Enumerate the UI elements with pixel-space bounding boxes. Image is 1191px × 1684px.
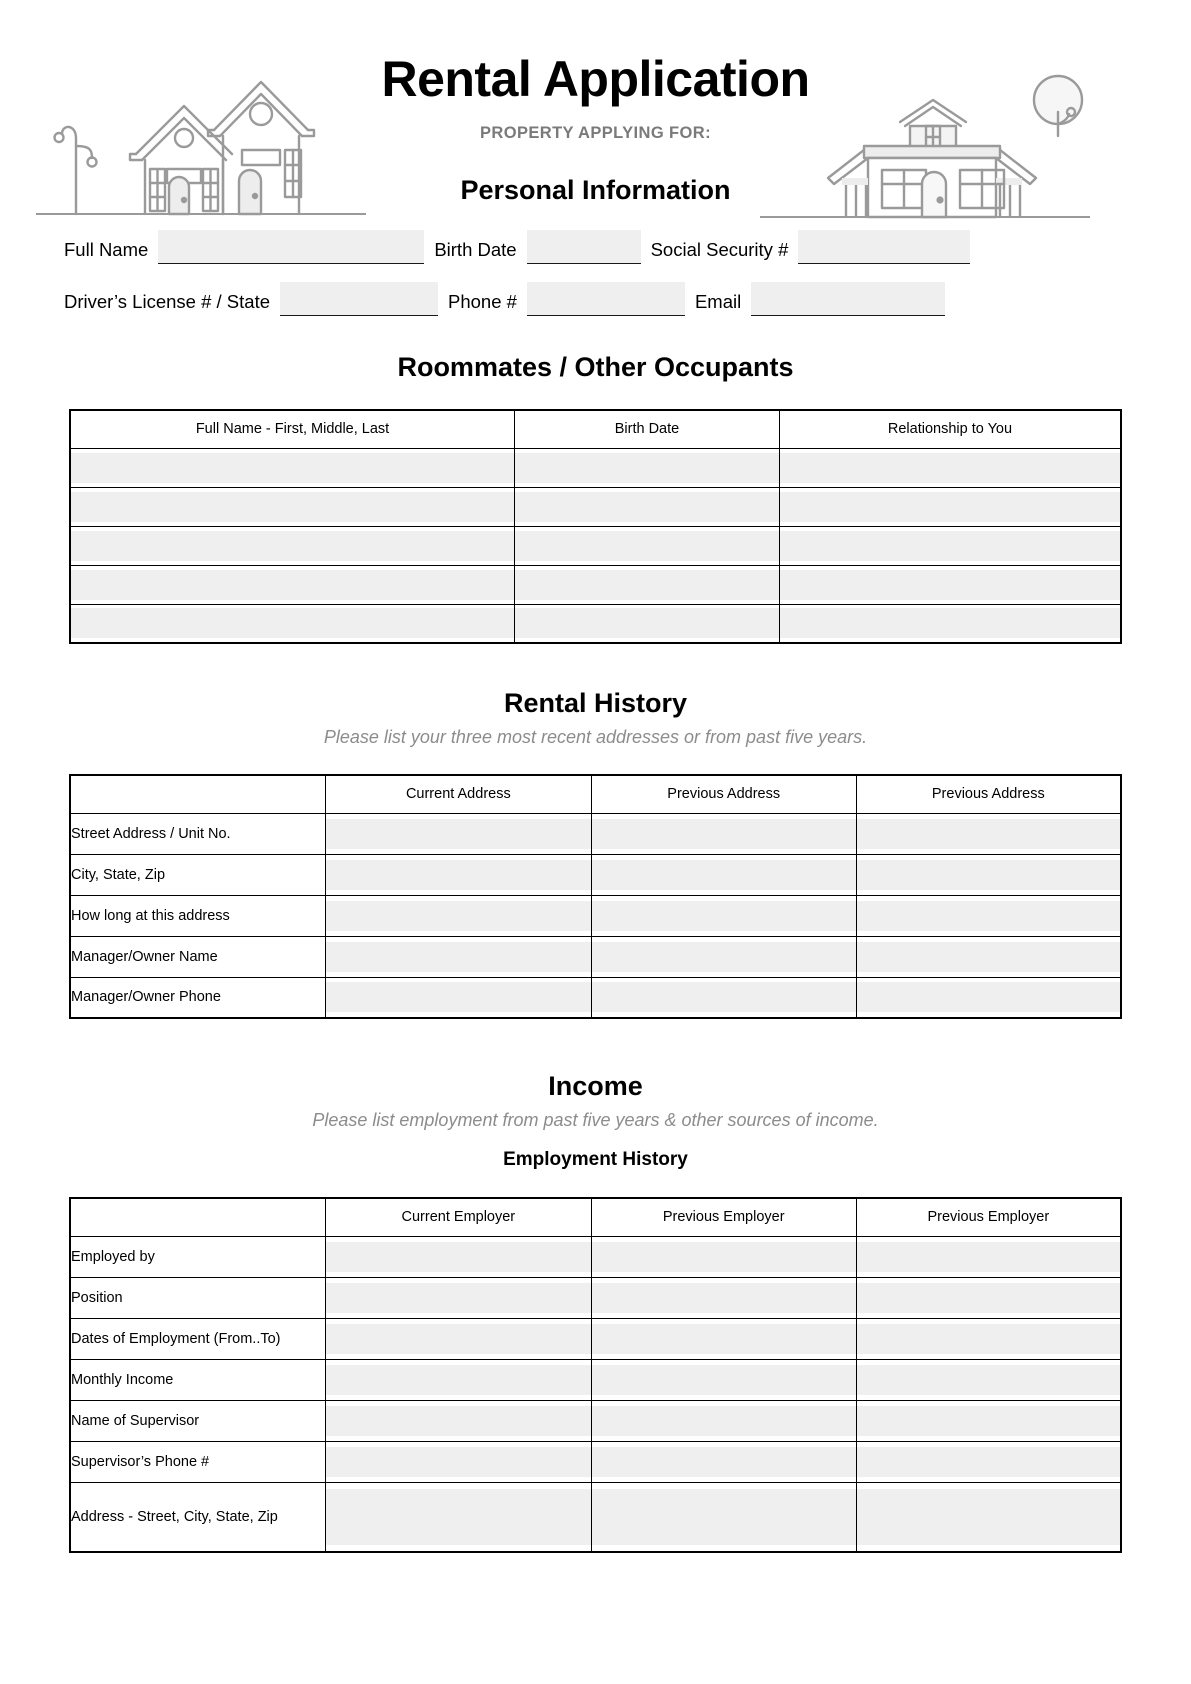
personal-information-heading: Personal Information (460, 175, 731, 205)
employment-supervisor-phone-current-input[interactable] (326, 1447, 591, 1477)
page-header (0, 0, 1191, 222)
roommate-2-birthdate-cell[interactable] (515, 487, 780, 526)
rental-history-manager-name-prev1-input[interactable] (592, 942, 856, 972)
roommate-5-relationship-cell[interactable] (779, 604, 1121, 643)
roommate-1-fullname-cell[interactable] (70, 448, 515, 487)
employment-employed-by-current-cell[interactable] (325, 1236, 591, 1277)
income-heading: Income (548, 1071, 643, 1101)
table-row (70, 1482, 1121, 1552)
rental-history-manager-phone-prev2-input[interactable] (857, 982, 1120, 1012)
rental-history-street-prev1-input[interactable] (592, 819, 856, 849)
roommate-5-fullname-cell[interactable] (70, 604, 515, 643)
rental-history-street-prev1-cell[interactable] (591, 813, 856, 854)
table-row (70, 977, 1121, 1018)
phone-label: Phone # (448, 291, 517, 312)
rental-history-label-manager-name: Manager/Owner Name (70, 936, 325, 977)
employment-address-current-cell[interactable] (325, 1482, 591, 1552)
employment-history-heading: Employment History (503, 1149, 688, 1170)
personal-info-row-1 (64, 230, 1127, 264)
rental-history-label-city: City, State, Zip (70, 854, 325, 895)
roommate-3-birthdate-input[interactable] (515, 531, 779, 561)
employment-supervisor-name-current-cell[interactable] (325, 1400, 591, 1441)
property-applying-for-label: PROPERTY APPLYING FOR: (480, 124, 711, 142)
email-input[interactable] (751, 282, 945, 316)
table-row (70, 448, 1121, 487)
roommate-4-fullname-cell[interactable] (70, 565, 515, 604)
roommate-5-birthdate-cell[interactable] (515, 604, 780, 643)
employment-dates-prev1-input[interactable] (592, 1324, 856, 1354)
employment-address-prev2-input[interactable] (857, 1489, 1120, 1545)
rental-history-street-prev2-cell[interactable] (856, 813, 1121, 854)
table-row (70, 895, 1121, 936)
employment-supervisor-phone-prev1-cell[interactable] (591, 1441, 856, 1482)
rental-history-manager-phone-current-cell[interactable] (325, 977, 591, 1018)
rental-history-label-street: Street Address / Unit No. (70, 813, 325, 854)
rental-history-city-prev2-cell[interactable] (856, 854, 1121, 895)
employment-supervisor-name-prev1-input[interactable] (592, 1406, 856, 1436)
table-row (70, 487, 1121, 526)
page-title: Rental Application (381, 51, 810, 107)
roommate-5-fullname-input[interactable] (71, 608, 514, 638)
rental-history-howlong-prev2-cell[interactable] (856, 895, 1121, 936)
table-row (70, 1236, 1121, 1277)
roommate-2-relationship-cell[interactable] (779, 487, 1121, 526)
full-name-label: Full Name (64, 239, 149, 260)
roommate-3-fullname-cell[interactable] (70, 526, 515, 565)
rental-history-manager-name-current-input[interactable] (326, 942, 591, 972)
social-security-input[interactable] (798, 230, 970, 264)
drivers-license-state-input[interactable] (280, 282, 438, 316)
rental-history-city-current-cell[interactable] (325, 854, 591, 895)
rental-history-manager-phone-prev2-cell[interactable] (856, 977, 1121, 1018)
employment-supervisor-phone-prev1-input[interactable] (592, 1447, 856, 1477)
employment-supervisor-phone-prev2-input[interactable] (857, 1447, 1120, 1477)
employment-position-current-input[interactable] (326, 1283, 591, 1313)
rental-history-howlong-current-cell[interactable] (325, 895, 591, 936)
social-security-label: Social Security # (650, 239, 789, 260)
roommate-4-fullname-input[interactable] (71, 570, 514, 600)
employment-label-position: Position (70, 1277, 325, 1318)
table-row (70, 604, 1121, 643)
rental-history-manager-phone-prev1-input[interactable] (592, 982, 856, 1012)
rental-history-col-previous-1: Previous Address (591, 775, 856, 813)
roommate-4-relationship-input[interactable] (780, 570, 1120, 600)
rental-history-manager-name-prev1-cell[interactable] (591, 936, 856, 977)
roommates-col-birthdate: Birth Date (515, 410, 780, 448)
employment-monthly-income-current-input[interactable] (326, 1365, 591, 1395)
roommate-3-birthdate-cell[interactable] (515, 526, 780, 565)
table-row (70, 854, 1121, 895)
roommate-3-fullname-input[interactable] (71, 531, 514, 561)
rental-history-street-current-input[interactable] (326, 819, 591, 849)
employment-monthly-income-prev1-cell[interactable] (591, 1359, 856, 1400)
roommate-5-relationship-input[interactable] (780, 608, 1120, 638)
employment-address-current-input[interactable] (326, 1489, 591, 1545)
employment-dates-current-cell[interactable] (325, 1318, 591, 1359)
roommate-3-relationship-input[interactable] (780, 531, 1120, 561)
rental-history-howlong-prev2-input[interactable] (857, 901, 1120, 931)
employment-supervisor-name-prev1-cell[interactable] (591, 1400, 856, 1441)
rental-history-col-current: Current Address (325, 775, 591, 813)
rental-history-city-prev2-input[interactable] (857, 860, 1120, 890)
rental-history-heading: Rental History (503, 688, 688, 718)
employment-history-table-wrap (0, 1197, 1191, 1553)
employment-position-prev2-input[interactable] (857, 1283, 1120, 1313)
table-row (70, 936, 1121, 977)
employment-employed-by-prev2-input[interactable] (857, 1242, 1120, 1272)
employment-col-current: Current Employer (325, 1198, 591, 1236)
rental-history-label-manager-phone: Manager/Owner Phone (70, 977, 325, 1018)
roommate-2-fullname-input[interactable] (71, 492, 514, 522)
rental-history-manager-name-prev2-cell[interactable] (856, 936, 1121, 977)
employment-supervisor-name-prev2-input[interactable] (857, 1406, 1120, 1436)
table-row (70, 1277, 1121, 1318)
rental-history-manager-name-current-cell[interactable] (325, 936, 591, 977)
roommate-4-birthdate-cell[interactable] (515, 565, 780, 604)
roommate-1-relationship-cell[interactable] (779, 448, 1121, 487)
employment-label-employed-by: Employed by (70, 1236, 325, 1277)
income-subtitle: Please list employment from past five years & other sources of income. (312, 1110, 879, 1130)
rental-history-street-prev2-input[interactable] (857, 819, 1120, 849)
employment-dates-prev2-cell[interactable] (856, 1318, 1121, 1359)
birth-date-input[interactable] (527, 230, 641, 264)
employment-col-previous-1: Previous Employer (591, 1198, 856, 1236)
rental-history-city-prev1-input[interactable] (592, 860, 856, 890)
roommates-table (69, 409, 1122, 644)
table-row (70, 1318, 1121, 1359)
table-row (70, 526, 1121, 565)
rental-history-manager-phone-prev1-cell[interactable] (591, 977, 856, 1018)
table-header-row (70, 775, 1121, 813)
drivers-license-state-label: Driver’s License # / State (64, 291, 270, 312)
roommates-table-wrap (0, 409, 1191, 644)
rental-history-col-blank (70, 775, 325, 813)
roommate-5-birthdate-input[interactable] (515, 608, 779, 638)
employment-position-prev1-input[interactable] (592, 1283, 856, 1313)
employment-supervisor-phone-current-cell[interactable] (325, 1441, 591, 1482)
roommate-3-relationship-cell[interactable] (779, 526, 1121, 565)
employment-address-prev1-cell[interactable] (591, 1482, 856, 1552)
table-row (70, 813, 1121, 854)
table-row (70, 1400, 1121, 1441)
rental-history-street-current-cell[interactable] (325, 813, 591, 854)
roommates-col-relationship: Relationship to You (779, 410, 1121, 448)
rental-history-manager-phone-current-input[interactable] (326, 982, 591, 1012)
roommate-1-fullname-input[interactable] (71, 453, 514, 483)
roommate-2-fullname-cell[interactable] (70, 487, 515, 526)
employment-dates-current-input[interactable] (326, 1324, 591, 1354)
rental-history-subtitle: Please list your three most recent addresses or from past five years. (323, 727, 868, 747)
table-row (70, 1359, 1121, 1400)
employment-label-address: Address - Street, City, State, Zip (70, 1482, 325, 1552)
employment-monthly-income-prev2-input[interactable] (857, 1365, 1120, 1395)
rental-history-table (69, 774, 1122, 1019)
employment-monthly-income-prev1-input[interactable] (592, 1365, 856, 1395)
birth-date-label: Birth Date (434, 239, 517, 260)
roommate-1-birthdate-input[interactable] (515, 453, 779, 483)
employment-label-supervisor-name: Name of Supervisor (70, 1400, 325, 1441)
employment-col-blank (70, 1198, 325, 1236)
rental-history-city-current-input[interactable] (326, 860, 591, 890)
employment-supervisor-name-current-input[interactable] (326, 1406, 591, 1436)
rental-history-manager-name-prev2-input[interactable] (857, 942, 1120, 972)
roommate-2-birthdate-input[interactable] (515, 492, 779, 522)
rental-history-howlong-prev1-input[interactable] (592, 901, 856, 931)
employment-employed-by-prev1-input[interactable] (592, 1242, 856, 1272)
employment-address-prev2-cell[interactable] (856, 1482, 1121, 1552)
employment-employed-by-current-input[interactable] (326, 1242, 591, 1272)
employment-dates-prev1-cell[interactable] (591, 1318, 856, 1359)
rental-history-city-prev1-cell[interactable] (591, 854, 856, 895)
rental-history-label-howlong: How long at this address (70, 895, 325, 936)
employment-address-prev1-input[interactable] (592, 1489, 856, 1545)
employment-col-previous-2: Previous Employer (856, 1198, 1121, 1236)
roommate-1-relationship-input[interactable] (780, 453, 1120, 483)
employment-position-prev2-cell[interactable] (856, 1277, 1121, 1318)
email-label: Email (694, 291, 742, 312)
roommates-heading: Roommates / Other Occupants (397, 352, 794, 382)
employment-label-monthly-income: Monthly Income (70, 1359, 325, 1400)
personal-information-section (0, 230, 1191, 316)
employment-supervisor-name-prev2-cell[interactable] (856, 1400, 1121, 1441)
rental-history-howlong-prev1-cell[interactable] (591, 895, 856, 936)
rental-history-table-wrap (0, 774, 1191, 1019)
rental-history-howlong-current-input[interactable] (326, 901, 591, 931)
employment-position-prev1-cell[interactable] (591, 1277, 856, 1318)
full-name-input[interactable] (158, 230, 424, 264)
roommate-1-birthdate-cell[interactable] (515, 448, 780, 487)
employment-label-dates: Dates of Employment (From..To) (70, 1318, 325, 1359)
employment-position-current-cell[interactable] (325, 1277, 591, 1318)
employment-employed-by-prev1-cell[interactable] (591, 1236, 856, 1277)
table-row (70, 1441, 1121, 1482)
table-header-row (70, 1198, 1121, 1236)
personal-info-row-2 (64, 282, 1127, 316)
employment-label-supervisor-phone: Supervisor’s Phone # (70, 1441, 325, 1482)
roommate-2-relationship-input[interactable] (780, 492, 1120, 522)
employment-supervisor-phone-prev2-cell[interactable] (856, 1441, 1121, 1482)
employment-dates-prev2-input[interactable] (857, 1324, 1120, 1354)
employment-history-table (69, 1197, 1122, 1553)
phone-input[interactable] (527, 282, 685, 316)
employment-monthly-income-current-cell[interactable] (325, 1359, 591, 1400)
table-header-row (70, 410, 1121, 448)
employment-employed-by-prev2-cell[interactable] (856, 1236, 1121, 1277)
roommate-4-relationship-cell[interactable] (779, 565, 1121, 604)
roommate-4-birthdate-input[interactable] (515, 570, 779, 600)
employment-monthly-income-prev2-cell[interactable] (856, 1359, 1121, 1400)
roommates-col-fullname: Full Name - First, Middle, Last (70, 410, 515, 448)
table-row (70, 565, 1121, 604)
rental-history-col-previous-2: Previous Address (856, 775, 1121, 813)
